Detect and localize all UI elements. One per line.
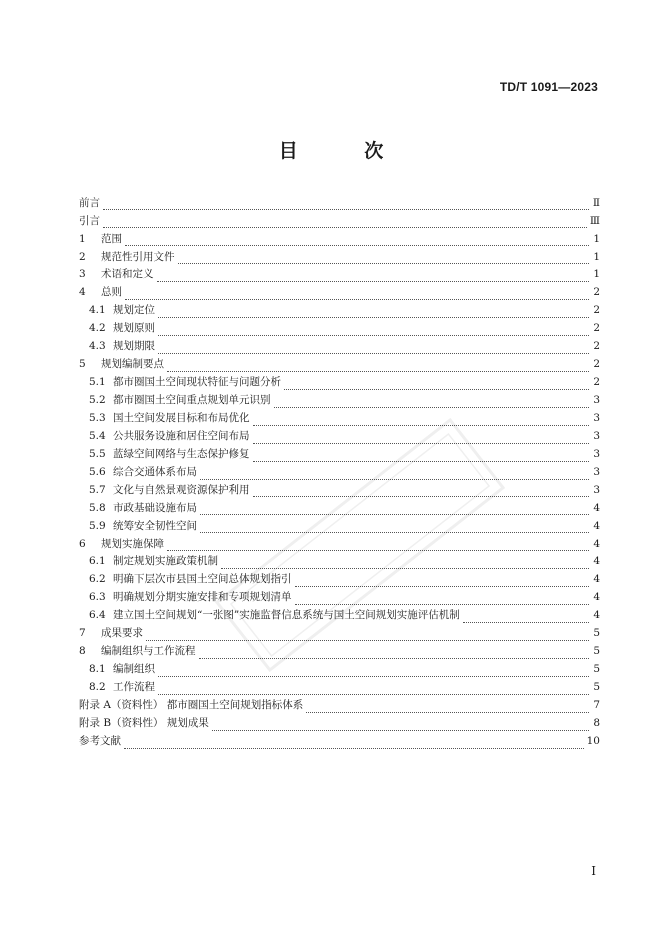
toc-entry-number: 7 [79, 627, 86, 640]
dot-leader [157, 271, 590, 282]
toc-entry-number: 8.2 [89, 681, 106, 694]
toc-entry[interactable] [79, 230, 600, 248]
dot-leader [158, 307, 589, 318]
toc-entry-page: 3 [593, 394, 600, 407]
toc-entry-label: 工作流程 [113, 681, 155, 694]
toc-entry[interactable] [79, 391, 600, 409]
toc-entry-number: 2 [79, 250, 86, 263]
toc-entry-number: 3 [79, 268, 86, 281]
toc-entry-page: 10 [586, 734, 600, 747]
toc-entry-label: 明确下层次市县国土空间总体规划指引 [113, 573, 292, 586]
toc-entry-number: 8 [79, 645, 86, 658]
toc-entry[interactable] [79, 284, 600, 302]
toc-entry-label: 公共服务设施和居住空间布局 [113, 429, 250, 442]
toc-entry-number: 5.2 [89, 394, 106, 407]
toc-entry-page: 1 [593, 250, 600, 263]
toc-entry-page: 4 [593, 519, 600, 532]
toc-entry-label: 规划期限 [113, 340, 155, 353]
toc-entry[interactable] [79, 266, 600, 284]
toc-entry-label: 规范性引用文件 [101, 250, 175, 263]
toc-entry-label: 都市圈国土空间现状特征与问题分析 [113, 376, 281, 389]
toc-entry-label: 前言 [79, 196, 100, 209]
dot-leader [158, 684, 589, 695]
toc-entry-label: 蓝绿空间网络与生态保护修复 [113, 447, 250, 460]
toc-entry-label: 引言 [79, 214, 100, 227]
toc-entry[interactable] [79, 463, 600, 481]
toc-entry[interactable] [79, 732, 600, 750]
page-title: 目 次 [278, 140, 414, 162]
toc-entry[interactable] [79, 338, 600, 356]
toc-entry-number: 5.7 [89, 483, 106, 496]
toc-entry-number: 5.1 [89, 376, 106, 389]
toc-entry-page: 4 [593, 591, 600, 604]
toc-entry-number: 1 [79, 232, 86, 245]
toc-entry-page: 5 [593, 663, 600, 676]
toc-entry-number: 5.4 [89, 429, 106, 442]
toc-entry[interactable] [79, 302, 600, 320]
toc-entry-label: 编制组织 [113, 663, 155, 676]
toc-entry-number: 5.6 [89, 465, 106, 478]
dot-leader [124, 738, 584, 749]
toc-entry-number: 5.5 [89, 447, 106, 460]
toc-entry[interactable] [79, 212, 600, 230]
toc-entry-number: 8.1 [89, 663, 106, 676]
toc-entry-page: 1 [593, 232, 600, 245]
toc-entry[interactable] [79, 320, 600, 338]
standard-code: TD/T 1091—2023 [499, 80, 598, 94]
toc-entry-label: 编制组织与工作流程 [101, 645, 196, 658]
dot-leader [178, 253, 590, 264]
dot-leader [212, 720, 589, 731]
toc-entry-number: 6 [79, 537, 86, 550]
toc-entry-number: 6.3 [89, 591, 106, 604]
toc-entry-label: 国土空间发展目标和布局优化 [113, 411, 250, 424]
toc-entry[interactable] [79, 355, 600, 373]
toc-entry-page: 5 [593, 645, 600, 658]
toc-entry-number: 4.3 [89, 340, 106, 353]
toc-entry-page: 2 [593, 304, 600, 317]
toc-entry-label: 都市圈国土空间重点规划单元识别 [113, 394, 271, 407]
toc-entry-number: 6.2 [89, 573, 106, 586]
toc-entry-label: 规划实施保障 [101, 537, 164, 550]
dot-leader [274, 397, 590, 408]
toc-entry-label: 综合交通体系布局 [113, 465, 197, 478]
dot-leader [125, 235, 589, 246]
toc-entry-page: 3 [593, 465, 600, 478]
toc-entry[interactable] [79, 427, 600, 445]
toc-entry-page: 3 [593, 447, 600, 460]
dot-leader [284, 379, 589, 390]
toc-entry-page: 1 [593, 268, 600, 281]
dot-leader [158, 325, 589, 336]
dot-leader [103, 199, 589, 210]
toc-entry-label: 范围 [101, 232, 122, 245]
toc-entry-number: 4.2 [89, 322, 106, 335]
toc-entry-label: 规划定位 [113, 304, 155, 317]
toc-entry-page: 4 [593, 501, 600, 514]
toc-entry-label: 附录 A（资料性） 都市圈国土空间规划指标体系 [79, 698, 304, 711]
toc-entry-label: 统筹安全韧性空间 [113, 519, 197, 532]
dot-leader [146, 630, 589, 641]
dot-leader [463, 612, 589, 623]
toc-entry[interactable] [79, 194, 600, 212]
dot-leader [167, 361, 589, 372]
dot-leader [158, 343, 589, 354]
toc-entry-number: 4.1 [89, 304, 106, 317]
toc-entry[interactable] [79, 660, 600, 678]
dot-leader [158, 666, 589, 677]
toc-entry-page: 2 [593, 340, 600, 353]
table-of-contents [79, 194, 600, 750]
toc-entry[interactable] [79, 678, 600, 696]
toc-entry-page: 4 [593, 537, 600, 550]
toc-entry-label: 市政基础设施布局 [113, 501, 197, 514]
toc-entry-page: 3 [593, 411, 600, 424]
toc-entry-page: 5 [593, 681, 600, 694]
toc-entry-label: 明确规划分期实施安排和专项规划清单 [113, 591, 292, 604]
toc-entry-page: 5 [593, 627, 600, 640]
toc-entry-page: 4 [593, 555, 600, 568]
toc-entry-label: 成果要求 [101, 627, 143, 640]
toc-entry-page: 8 [593, 716, 600, 729]
dot-leader [306, 702, 589, 713]
toc-entry-page: 3 [593, 483, 600, 496]
toc-entry[interactable] [79, 714, 600, 732]
toc-entry-page: 7 [593, 698, 600, 711]
toc-entry[interactable] [79, 642, 600, 660]
toc-entry-number: 5.9 [89, 519, 106, 532]
toc-entry-page: 2 [593, 376, 600, 389]
dot-leader [103, 217, 587, 228]
toc-entry[interactable] [79, 625, 600, 643]
toc-entry-page: 2 [593, 358, 600, 371]
toc-entry-page: 2 [593, 322, 600, 335]
toc-entry-number: 5.3 [89, 411, 106, 424]
toc-entry-number: 5 [79, 358, 86, 371]
toc-entry-label: 总则 [101, 286, 122, 299]
toc-entry-label: 制定规划实施政策机制 [113, 555, 218, 568]
dot-leader [125, 289, 589, 300]
toc-entry[interactable] [79, 373, 600, 391]
toc-entry-label: 术语和定义 [101, 268, 154, 281]
toc-entry[interactable] [79, 445, 600, 463]
dot-leader [253, 415, 590, 426]
toc-entry-label: 建立国土空间规划“一张图”实施监督信息系统与国土空间规划实施评估机制 [113, 609, 460, 622]
toc-entry[interactable] [79, 696, 600, 714]
toc-entry-page: 2 [593, 286, 600, 299]
toc-entry-label: 文化与自然景观资源保护利用 [113, 483, 250, 496]
toc-entry[interactable] [79, 248, 600, 266]
toc-entry-label: 规划原则 [113, 322, 155, 335]
toc-entry-page: 4 [593, 609, 600, 622]
toc-entry-page: Ⅲ [589, 214, 600, 227]
page-number: I [591, 864, 596, 878]
toc-entry-number: 5.8 [89, 501, 106, 514]
toc-entry-page: Ⅱ [592, 196, 600, 209]
toc-entry-number: 4 [79, 286, 86, 299]
toc-entry-label: 附录 B（资料性） 规划成果 [79, 716, 209, 729]
toc-entry[interactable] [79, 409, 600, 427]
toc-entry-page: 4 [593, 573, 600, 586]
toc-entry-page: 3 [593, 429, 600, 442]
toc-entry-label: 参考文献 [79, 734, 121, 747]
toc-entry-number: 6.4 [89, 609, 106, 622]
toc-entry-label: 规划编制要点 [101, 358, 164, 371]
toc-entry[interactable] [79, 481, 600, 499]
toc-entry-number: 6.1 [89, 555, 106, 568]
